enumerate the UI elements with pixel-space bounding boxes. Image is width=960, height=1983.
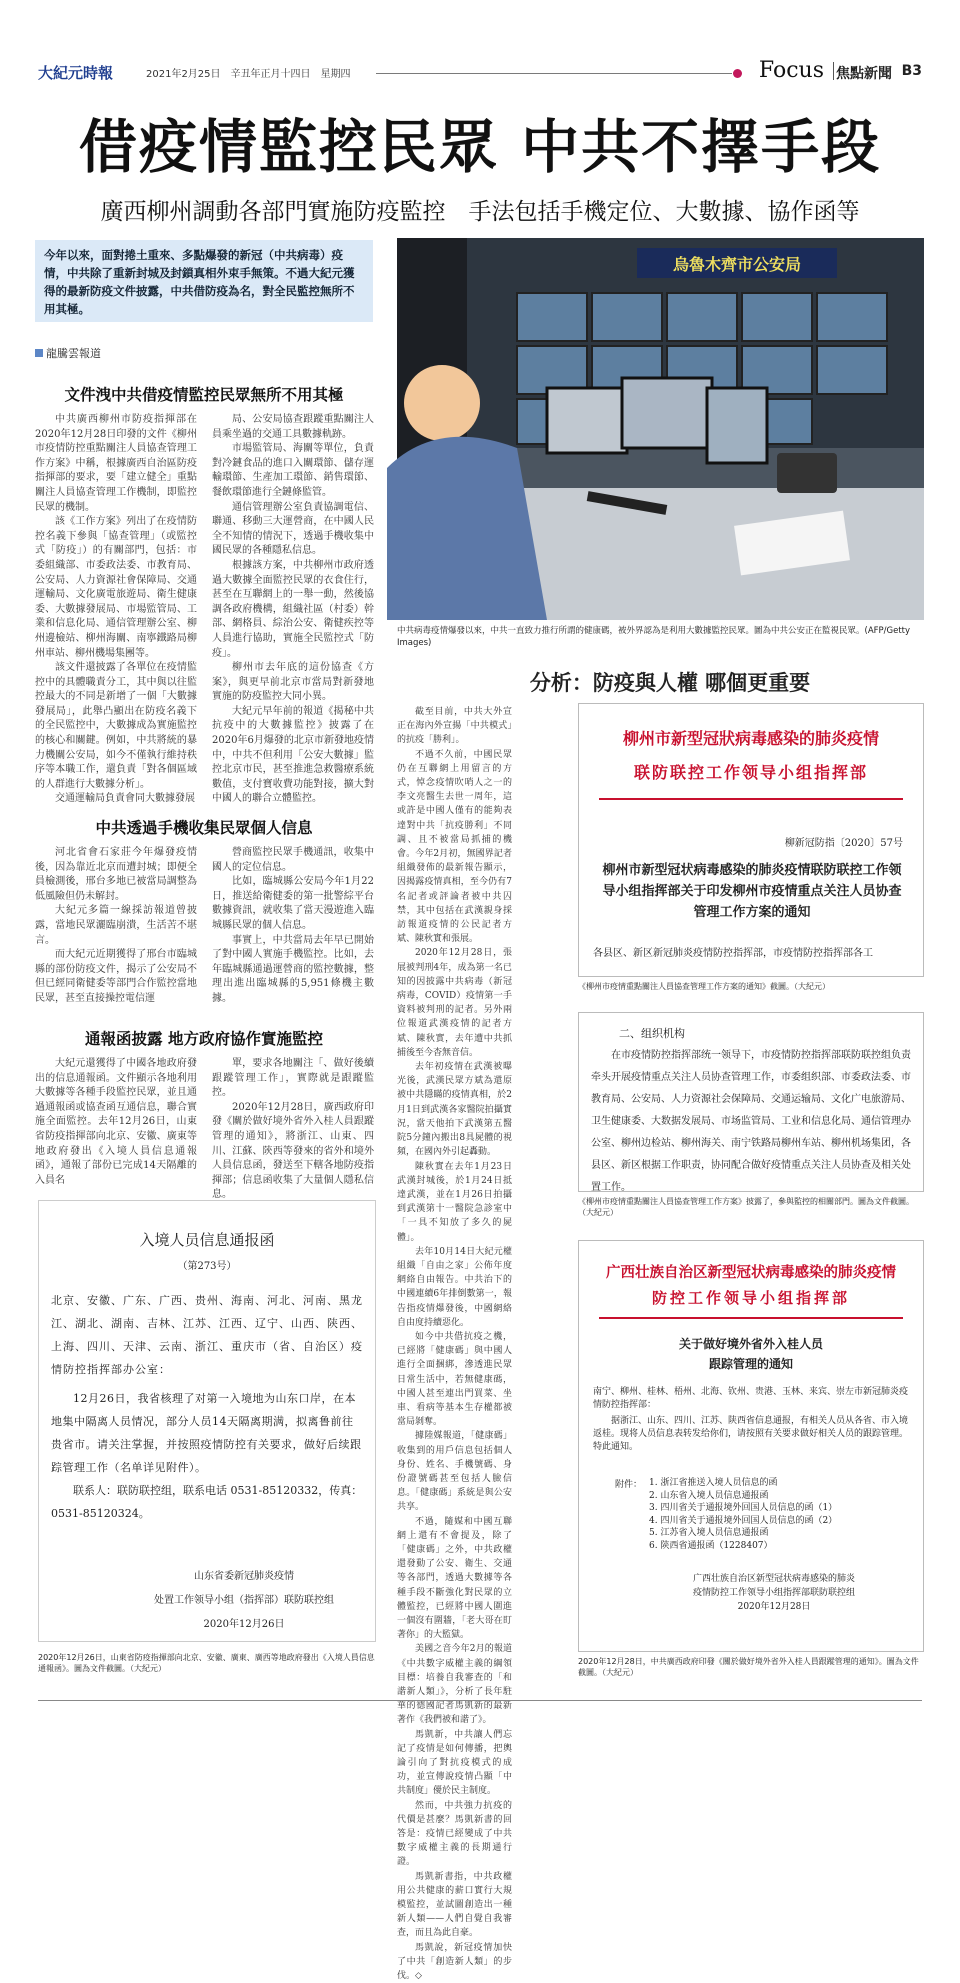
paragraph: 事實上，中共當局去年早已開始了對中國人實施手機監控。比如，去年臨城縣通過運營商的監控數據，整理出進出臨城縣的5,951條機主數據。: [212, 934, 374, 1004]
paragraph: 然而，中共強力抗疫的代價是甚麼？馬凱新書的回答是：疫情已經變成了中共數字威權主義的長期通行證。: [397, 1800, 512, 1868]
section-1-title: 文件洩中共借疫情監控民眾無所不用其極: [64, 386, 344, 404]
doc-recipients: 各县区、新区新冠肺炎疫情防控指挥部，市疫情防控指挥部各工: [593, 948, 873, 959]
section-3-title: 通報函披露 地方政府協作實施監控: [85, 1030, 323, 1048]
paragraph: 截至目前，中共大外宣正在海內外宣揚「中共模式」的抗疫「勝利」。: [397, 707, 512, 746]
paragraph: 美國之音今年2月的報道《中共數字威權主義的綱領目標：培養自我審查的「和諧新人類」》，分析了長年駐華的德國記者馬凱新的最新著作《我們被和諧了》。: [397, 1644, 512, 1726]
doc-red-title-2: 防控工作领导小组指挥部: [651, 1289, 850, 1307]
doc-recipients: 南宁、柳州、桂林、梧州、北海、钦州、贵港、玉林、来宾、崇左市新冠肺炎疫情防控指挥部：: [593, 1387, 909, 1410]
paragraph: 交通運輸局負責會同大數據發展: [55, 793, 195, 805]
doc-contact: 联系人：联防联控组，联系电话 0531-85120332，传真：0531-85120324。: [51, 1484, 363, 1520]
subheadline: 廣西柳州調動各部門實施防疫監控 手法包括手機定位、大數據、協作函等: [100, 199, 860, 225]
paragraph: 通信管理辦公室負責協調電信、聯通、移動三大運營商，在中國人民全不知情的情況下，透過手機收集中國民眾的各種隱私信息。: [212, 501, 374, 557]
doc-recipients: 北京、安徽、广东、广西、贵州、海南、河北、河南、黑龙江、湖北、湖南、吉林、江苏、江西、辽宁、山西、陕西、上海、四川、天津、云南、浙江、重庆市（省、自治区）疫情防控指挥部办公室：: [51, 1294, 363, 1376]
masthead-separator: [833, 62, 834, 80]
paragraph: 大紀元還獲得了中國各地政府發出的信息通報函。文件顯示各地利用大數據等各種手段監控民眾，並且通過通報函或協查函互通信息，聯合實施全面監控。去年12月26日，山東省防疫指揮部向北京、安徽、廣東等地政府發出《入境人員信息通報函》，通報了部份已完成14天隔離的入員名: [35, 1058, 197, 1186]
lead-box: 今年以來，面對捲土重來、多點爆發的新冠（中共病毒）疫情，中共除了重新封城及封鎖真相外束手無策。不過大紀元獲得的最新防疫文件披露，中共借防疫為名，對全民監控無所不用其極。: [35, 240, 373, 322]
section-1-column-1: [35, 413, 197, 805]
paragraph: 據陸媒報道，「健康碼」收集到的用戶信息包括個人身份、姓名、手機號碼、身份證號碼甚至包括人臉信息。「健康碼」系統是與公安共享。: [397, 1431, 512, 1513]
paragraph: 大紀元早年前的報道《揭秘中共抗疫中的大數據監控》披露了在2020年6月爆發的北京市新發地疫情中，中共不但利用「公安大數據」監控北京市民，甚至推進急救醫療系統數值，支付寶收費功能對接，擴大對中國人的聯合立體監控。: [212, 705, 374, 805]
doc-sign-1: 广西壮族自治区新型冠状病毒感染的肺炎: [692, 1574, 855, 1584]
doc-attachments: [649, 1477, 909, 1552]
doc-red-title-1: 柳州市新型冠狀病毒感染的肺炎疫情: [622, 729, 879, 748]
masthead-rule: [376, 73, 732, 74]
attachment-item: 2. 山东省入境人员信息通报函: [649, 1490, 769, 1501]
page-number: B3: [901, 63, 922, 79]
analysis-column: [397, 705, 512, 1982]
doc-red-title-2: 联防联控工作领导小组指挥部: [633, 763, 868, 782]
section-1-column-2: [212, 413, 374, 805]
document-image-liuzhou-notice: [578, 703, 924, 977]
doc-body: 12月26日，我省核理了对第一入境地为山东口岸，在本地集中隔离人员情况，部分人员14天隔离期满，拟离鲁前往贵省市。请关注掌握，并按照疫情防控有关要求，做好后续跟踪管理工作（名单详见附件）。: [51, 1392, 362, 1474]
photo-caption: 中共病毒疫情爆發以來，中共一直致力推行所謂的健康碼，被外界認為是利用大數據監控民眾。圖為中共公安正在監視民眾。(AFP/Getty Images): [397, 626, 911, 648]
paragraph: 柳州市去年底的這份協查《方案》，與更早前北京市當局對新發地實施的防疫監控大同小異。: [212, 662, 374, 703]
paragraph: 如今中共借抗疫之機，已經將「健康碼」與中國人進行全面捆綁，滲透進民眾日常生活中，若無健康碼，中國人甚至連出門買菜、坐車、看病等基本生存權都被當局剝奪。: [397, 1331, 512, 1428]
byline: [35, 345, 101, 361]
photo-sign-text: 烏魯木齊市公安局: [672, 255, 802, 274]
section-2-column-2: [212, 846, 374, 1004]
paragraph: 局、公安局協查跟蹤重點關注人員乘坐過的交通工具數據軌跡。: [212, 414, 374, 440]
paragraph: 根據該方案，中共柳州市政府透過大數據全面監控民眾的衣食住行，甚至在互聯網上的一舉一動，然後協調各政府機構，組織社區（村委）幹部、網格員、綜治公安、衛健疾控等人員進行協助，實施全民監控式「防疫」。: [212, 559, 374, 659]
paragraph: 去年10月14日大紀元權組織「自由之家」公佈年度網絡自由報告。中共治下的中國連續6年排倒數第一，報告指疫情爆發後，中國網絡自由度持續惡化。: [397, 1246, 512, 1328]
doc2-caption: 《柳州市疫情重點關注人員協查管理工作方案》披露了，參與監控的相關部門。圖為文件截圖。（大紀元）: [578, 1197, 914, 1217]
red-rule: [599, 798, 903, 800]
section-3-column-2: [212, 1057, 374, 1201]
attachment-item: 5. 江苏省入境人员信息通报函: [649, 1528, 769, 1538]
paragraph: 河北省會石家莊今年爆發疫情後，因為靠近北京而遭封城；即便全員檢測後，邢台多地已被當局調整為低風險但仍未解封。: [35, 847, 197, 902]
paragraph: 營商監控民眾手機通訊，收集中國人的定位信息。: [212, 847, 374, 873]
doc-notice-title: 柳州市新型冠状病毒感染的肺炎疫情联防联控工作领导小组指挥部关于印发柳州市疫情重点关注人员协查管理工作方案的通知: [602, 863, 902, 920]
paragraph: 2020年12月28日，張展被判刑4年，成為第一名已知的因披露中共病毒（新冠病毒，COVID）疫情第一手資料被判刑的記者。另外兩位報道武漢疫情的記者方斌、陳秋實，去年遭中共抓捕後至今杳無音信。: [397, 948, 512, 1058]
headline: 借疫情監控民眾 中共不擇手段: [78, 113, 882, 181]
doc-body: 据浙江、山东、四川、江苏、陕西省信息通报，有相关人员从各省、市入境返桂。现将人员信息表转发给你们，请按照有关要求做好相关人员的跟踪管理。特此通知。: [593, 1416, 909, 1452]
paragraph: 不過不久前，中國民眾仍在互聯網上用留言的方式，悼念疫情吹哨人之一的李文亮醫生去世一周年，這或許是中國人僅有的能夠表達對中共「抗疫勝利」不同調、且不被當局抓捕的機會。今年2月初，無國界記者組織發佈的最新報告顯示，因揭露疫情真相，至今仍有7名記者或評論者被中共囚禁，其中包括在武漢親身採訪報道疫情的公民記者方斌、陳秋實和張展。: [397, 749, 512, 945]
doc-notice-title-1: 关于做好境外省外入桂人员: [678, 1337, 823, 1351]
section-name-cn: 焦點新聞: [836, 66, 892, 82]
bottom-rule: [38, 1700, 922, 1701]
document-image-guangxi-notice: [578, 1240, 924, 1652]
section-2-column-1: [35, 846, 197, 1004]
paragraph: 比如，臨城縣公安局今年1月22日，推送給衛健委的第一批警綜平台數據資訊，就收集了當天漫遊進入臨城縣民眾的個人信息。: [212, 876, 374, 931]
issue-date: 2021年2月25日 辛丑年正月十四日 星期四: [146, 69, 351, 80]
byline-text: 龍騰雲報道: [46, 347, 101, 360]
doc-notice-title-2: 跟踪管理的通知: [708, 1357, 793, 1371]
paragraph: 馬凱新書指，中共政權用公共健康的薪口實行大規模監控，並試圖創造出一種新人類——人們自覺自我審查，而且為此自豪。: [397, 1871, 512, 1939]
paragraph: 馬凱新，中共讓人們忘記了疫情是如何傳播，把輿論引向了對抗疫模式的成功，並宣傳說疫情凸顯「中共制度」優於民主制度。: [397, 1729, 512, 1797]
square-bullet-icon: [35, 349, 43, 357]
paragraph: 而大紀元近期獲得了邢台市臨城縣的部份防疫文件，揭示了公安局不但已經同衛健委等部門合作監控當地民眾，甚至直接操控電信運: [35, 949, 197, 1004]
doc-number: 柳新冠防指〔2020〕57号: [784, 838, 903, 849]
paragraph: 中共廣西柳州市防疫指揮部在2020年12月28日印發的文件《柳州市疫情防控重點關注人員協查管理工作方案》中稱，根據廣西自治區防疫指揮部的要求，要「建立健全」重點關注人員協查管理工作機制，即監控民眾的機制。: [35, 414, 197, 513]
doc1-caption: 《柳州市疫情重點關注人員協查管理工作方案的通知》截圖。（大紀元）: [578, 982, 830, 991]
doc-body: 在市疫情防控指挥部统一领导下，市疫情防控指挥部联防联控组负责牵头开展疫情重点关注人员协查管理工作，市委组织部、市委政法委、市教育局、公安局、人力资源社会保障局、交通运输局、文化广电旅游局、卫生健康委、大数据发展局、市场监管局、工业和信息化局、通信管理办公室、柳州边检站、柳州海关、南宁铁路局柳州车站、柳州机场集团，各县区、新区根据工作职责，协同配合做好疫情重点关注人员协查及相关处置工作。: [591, 1050, 911, 1193]
attachment-item: 1. 浙江省推送入境人员信息的函: [649, 1478, 778, 1488]
attachment-item: 4. 四川省关于通报境外回国人员信息的函（2）: [649, 1515, 838, 1526]
red-rule: [599, 1317, 903, 1319]
analysis-title: 分析：防疫與人權 哪個更重要: [529, 671, 811, 695]
paragraph: 不過，隨媒和中國互聯網上還有不會提及，除了「健康碼」之外，中共政權還發動了公安、衛生、交通等各部門，透過大數據等各種手段不斷強化對民眾的立體監控，已經將中國人圍進一個沒有圍牆，「老大哥在盯著你」的大監獄。: [397, 1516, 512, 1641]
section-3-column-1: [35, 1057, 197, 1186]
masthead: [38, 60, 922, 84]
newspaper-logo: 大紀元時報: [38, 64, 114, 82]
doc-title: 入境人员信息通报函: [139, 1231, 275, 1249]
doc-sign-2: 处置工作领导小组（指挥部）联防联控组: [154, 1595, 334, 1606]
paragraph: 去年初疫情在武漢被曝光後，武漢民眾方斌為還原被中共隱瞞的疫情真相，於2月1日到武漢各家醫院拍攝實況，當天他拍下武漢第五醫院5分鐘內搬出8具屍體的視頻，在國內外引起轟動。: [397, 1062, 512, 1158]
photo-surveillance-center: [397, 238, 924, 620]
doc4-caption: 2020年12月26日，山東省防疫指揮部向北京、安徽、廣東、廣西等地政府發出《入境人員信息通報函》。圖為文件截圖。（大紀元）: [38, 1653, 375, 1673]
doc-red-title-1: 广西壮族自治区新型冠状病毒感染的肺炎疫情: [606, 1264, 896, 1281]
paragraph: 馬凱說，新冠疫情加快了中共「創造新人類」的步伐。◇: [397, 1942, 512, 1982]
doc-sign-2: 疫情防控工作领导小组指挥部联防联控组: [692, 1588, 855, 1598]
doc-heading: 二、组织机构: [619, 1027, 685, 1040]
doc-attach-label: 附件：: [615, 1480, 643, 1490]
paragraph: 陳秋實在去年1月23日武漢封城後，於1月24日抵達武漢，並在1月26日拍攝到武漢第十一醫院急診室中「一具不知放了多久的屍體」。: [397, 1161, 512, 1243]
document-image-shandong-notice: [38, 1200, 376, 1642]
document-image-organization-excerpt: [578, 1012, 924, 1192]
paragraph: 市場監管局、海關等單位，負責對冷鏈食品的進口入關環節、儲存運輸環節、生產加工環節、銷售環節、餐飲環節進行全鏈條監管。: [212, 443, 374, 498]
doc-sign-1: 山东省委新冠肺炎疫情: [194, 1571, 294, 1582]
paragraph: 單，要求各地關注「、做好後續跟蹤管理工作」，實際就是跟蹤監控。: [212, 1058, 374, 1099]
doc-number: （第273号）: [177, 1261, 237, 1272]
doc3-caption: 2020年12月28日，中共廣西政府印發《關於做好境外省外入桂人員跟蹤管理的通知》。圖為文件截圖。（大紀元）: [578, 1657, 919, 1677]
doc-sign-date: 2020年12月28日: [737, 1602, 811, 1612]
paragraph: 該文件還披露了各單位在疫情監控中的具體職責分工，其中與以往監控最大的不同是新增了一個「大數據發展局」，此舉凸顯出在防疫名義下的全民監控中，大數據成為實施監控的核心和關鍵。例如，中共將統的暴力機關公安局，如今不僅執行維持秩序等本職工作，還負責「對各個區域的人群進行大數據分析」。: [35, 662, 197, 790]
paragraph: 該《工作方案》列出了在疫情防控名義下參與「協查管理」（或監控式「防疫」）的有關部門，包括：市委組織部、市委政法委、市教育局、公安局、人力資源社會保障局、交通運輸局、文化廣電旅遊局、衛生健康委、大數據發展局、市場監管局、工業和信息化局、通信管理辦公室、柳州邊檢站、柳州海關、南寧鐵路局柳州車站、柳州機場集團等。: [35, 516, 197, 659]
section-2-title: 中共透過手機收集民眾個人信息: [95, 819, 313, 837]
section-dot-icon: [733, 69, 742, 78]
attachment-item: 3. 四川省关于通报境外回国人员信息的函（1）: [649, 1503, 838, 1513]
surveillance-photo-illustration: [397, 238, 924, 620]
paragraph: 大紀元多篇一線採訪報道曾披露，當地民眾灑臨崩潰，生活苦不堪言。: [35, 905, 197, 946]
doc-sign-date: 2020年12月26日: [203, 1619, 285, 1630]
section-name-en: Focus: [758, 58, 824, 83]
attachment-item: 6. 陕西省通报函（1228407）: [649, 1540, 773, 1551]
paragraph: 2020年12月28日，廣西政府印發《關於做好境外省外入桂人員跟蹤管理的通知》，將浙江、山東、四川、江蘇、陝西等發來的省外和境外人員信息函，發送至下轄各地防疫指揮部；信息函收集了大量個人隱私信息。: [212, 1101, 374, 1201]
